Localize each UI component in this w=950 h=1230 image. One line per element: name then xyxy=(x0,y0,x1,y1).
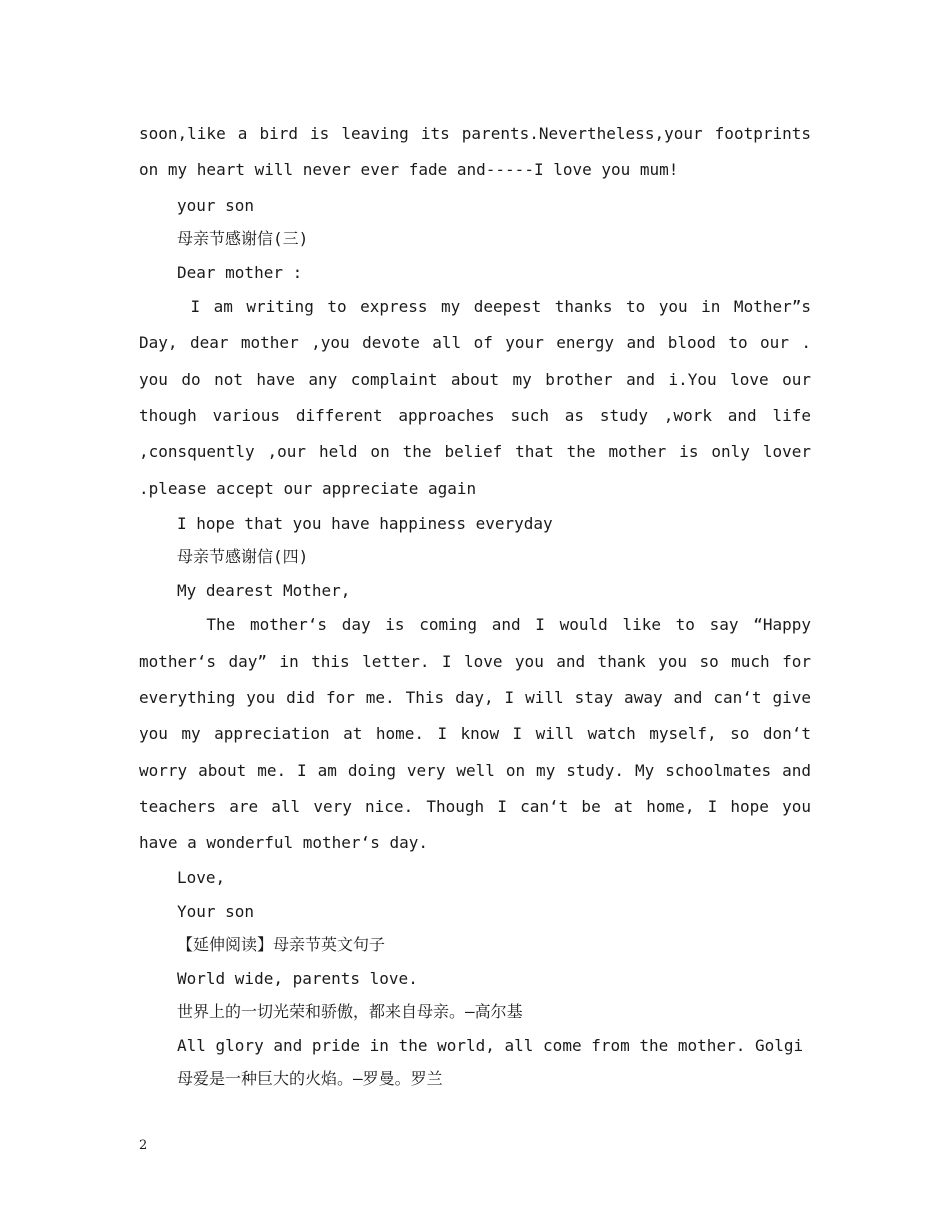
letter-3-body: I am writing to express my deepest thanks to you in Mother”s Day, dear mother ,you devote all of your energy and blood to our . you do not have any complaint about my brother and i.You love our though various different approaches such as study ,work and life ,consquently ,our held on the belief that the mother is only lover .please accept our appreciate again xyxy=(139,297,821,498)
quote-chinese-rolland: 母爱是一种巨大的火焰。—罗曼。罗兰 xyxy=(177,1069,443,1089)
quote-english-1: World wide, parents love. xyxy=(177,968,418,988)
page-number: 2 xyxy=(139,1138,148,1153)
closing-love: Love, xyxy=(177,868,226,888)
signature-your-son-2: Your son xyxy=(177,901,255,921)
signature-your-son: your son xyxy=(177,195,255,215)
letter-3-closing: I hope that you have happiness everyday xyxy=(177,513,553,533)
salutation-dearest-mother: My dearest Mother, xyxy=(177,580,351,600)
section-heading-letter-4: 母亲节感谢信(四) xyxy=(177,547,309,567)
page-body xyxy=(139,116,821,1096)
letter-paragraph-continued: soon,like a bird is leaving its parents.Nevertheless,your footprints on my heart will never ever fade and-----I love you mum! xyxy=(139,124,811,180)
letter-4-body: The mother‘s day is coming and I would like to say “Happy mother‘s day” in this letter. I love you and thank you so much for everything you did for me. This day, I will stay away and can‘t give you my appreciation at home. I know I will watch myself, so don‘t worry about me. I am doing very well on my study. My schoolmates and teachers are all very nice. Though I can‘t be at home, I hope you have a wonderful mother‘s day. xyxy=(139,615,821,853)
quote-english-gorky: All glory and pride in the world, all come from the mother. Golgi xyxy=(177,1035,804,1055)
salutation-dear-mother: Dear mother : xyxy=(177,262,303,282)
section-heading-letter-3: 母亲节感谢信(三) xyxy=(177,229,309,249)
section-heading-extended-reading: 【延伸阅读】母亲节英文句子 xyxy=(177,935,386,955)
quote-chinese-gorky: 世界上的一切光荣和骄傲，都来自母亲。—高尔基 xyxy=(177,1002,523,1022)
